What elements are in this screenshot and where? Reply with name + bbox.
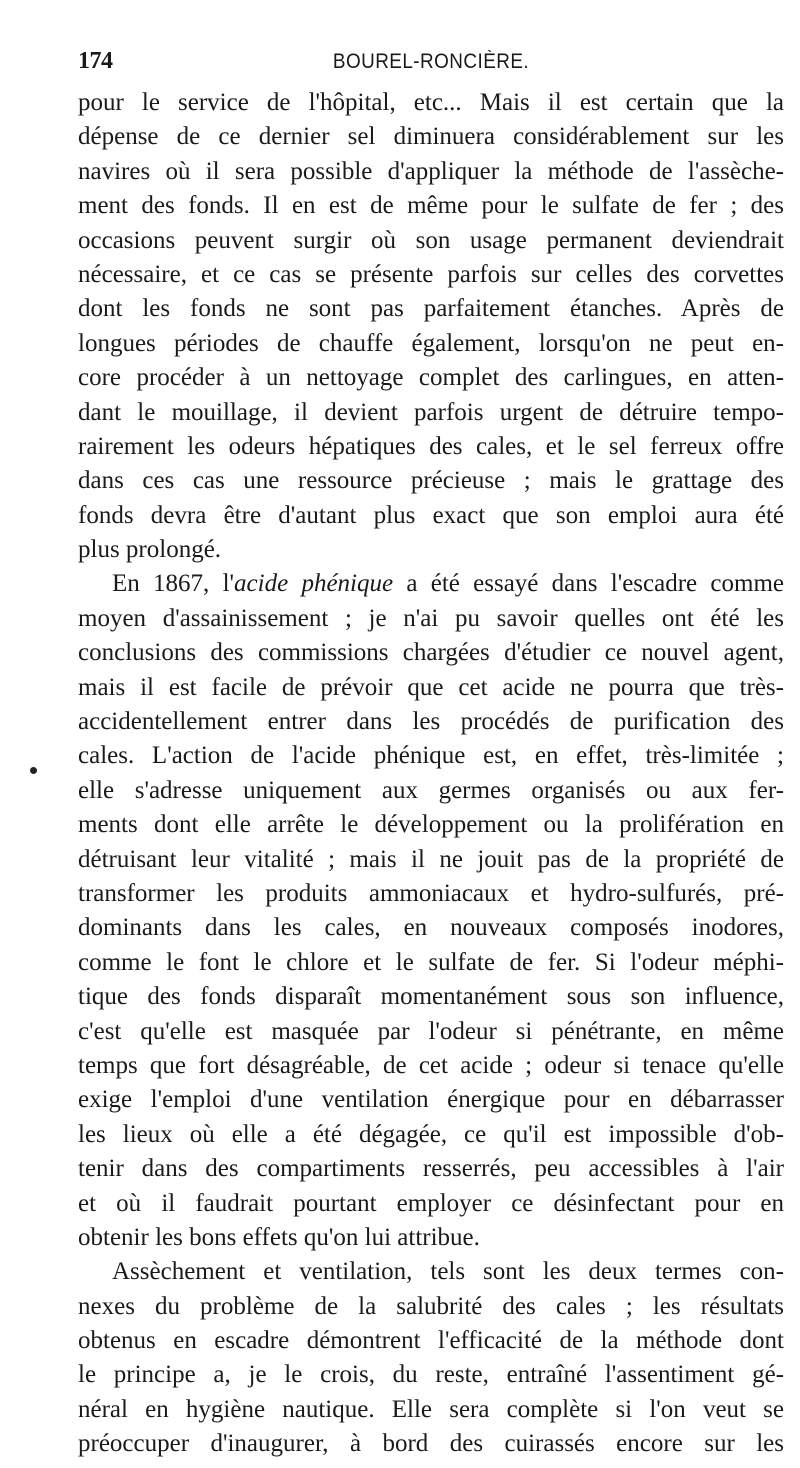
text-line: occasions peuvent surgir où son usage permanent deviendrait bbox=[78, 226, 784, 254]
page-number: 174 bbox=[78, 48, 113, 74]
text-line: ment des fonds. Il en est de même pour le sulfate de fer ; des bbox=[78, 192, 784, 220]
text-line: fonds devra être d'autant plus exact que son emploi aura été bbox=[78, 501, 784, 529]
text-line: temps que fort désagréable, de cet acide ; odeur si tenace qu'elle bbox=[78, 1051, 784, 1079]
text-line: dominants dans les cales, en nouveaux composés inodores, bbox=[78, 914, 784, 942]
text-line: comme le font le chlore et le sulfate de fer. Si l'odeur méphi- bbox=[78, 948, 784, 976]
italic-term: acide phénique bbox=[234, 570, 394, 598]
text-line: pour le service de l'hôpital, etc... Mais il est certain que la bbox=[78, 89, 784, 116]
text-line: rairement les odeurs hépatiques des cales, et le sel ferreux offre bbox=[78, 432, 784, 460]
text-line: préoccuper d'inaugurer, à bord des cuirassés encore sur les bbox=[78, 1430, 784, 1458]
text-line: tenir dans des compartiments resserrés, peu accessibles à l'air bbox=[78, 1155, 784, 1183]
body-text bbox=[78, 86, 784, 1462]
text-line: cales. L'action de l'acide phénique est, en effet, très-limitée ; bbox=[78, 742, 784, 770]
text-line: et où il faudrait pourtant employer ce désinfectant pour en bbox=[78, 1189, 784, 1217]
text-line: nécessaire, et ce cas se présente parfois sur celles des corvettes bbox=[78, 260, 784, 288]
text-line: Assèchement et ventilation, tels sont les deux termes con- bbox=[112, 1258, 784, 1286]
text-line: navires où il sera possible d'appliquer la méthode de l'assèche- bbox=[78, 157, 784, 185]
text-line: exige l'emploi d'une ventilation énergique pour en débarrasser bbox=[78, 1086, 784, 1114]
text-line: le principe a, je le crois, du reste, entraîné l'assentiment gé- bbox=[78, 1361, 784, 1389]
text-line: détruisant leur vitalité ; mais il ne jouit pas de la propriété de bbox=[78, 845, 784, 873]
text-line: plus prolongé. bbox=[78, 536, 222, 564]
text-line: obtenus en escadre démontrent l'efficacité de la méthode dont bbox=[78, 1327, 784, 1355]
text-line: longues périodes de chauffe également, lorsqu'on ne peut en- bbox=[78, 329, 784, 357]
page-header bbox=[78, 48, 784, 78]
text-line: accidentellement entrer dans les procédés de purification des bbox=[78, 708, 784, 736]
text-line: conclusions des commissions chargées d'étudier ce nouvel agent, bbox=[78, 639, 784, 667]
text-line: elle s'adresse uniquement aux germes organisés ou aux fer- bbox=[78, 776, 784, 804]
text-line: moyen d'assainissement ; je n'ai pu savoir quelles ont été les bbox=[78, 604, 784, 632]
text-line-italic bbox=[78, 567, 784, 601]
text-line: dont les fonds ne sont pas parfaitement étanches. Après de bbox=[78, 295, 784, 323]
line-prefix: En 1867, l' bbox=[112, 570, 235, 598]
text-line: obtenir les bons effets qu'on lui attribue. bbox=[78, 1223, 480, 1251]
text-line: les lieux où elle a été dégagée, ce qu'il est impossible d'ob- bbox=[78, 1120, 784, 1148]
text-line: dant le mouillage, il devient parfois urgent de détruire tempo- bbox=[78, 398, 784, 426]
text-line: nexes du problème de la salubrité des cales ; les résultats bbox=[78, 1292, 784, 1320]
text-line: dépense de ce dernier sel diminuera considérablement sur les bbox=[78, 123, 784, 151]
margin-mark bbox=[30, 767, 37, 774]
text-line: c'est qu'elle est masquée par l'odeur si pénétrante, en même bbox=[78, 1017, 784, 1045]
text-line: mais il est facile de prévoir que cet acide ne pourra que très- bbox=[78, 673, 784, 701]
running-head: BOUREL-RONCIÈRE. bbox=[332, 50, 530, 73]
text-line: ments dont elle arrête le développement ou la prolifération en bbox=[78, 811, 784, 839]
text-line: tique des fonds disparaît momentanément sous son influence, bbox=[78, 983, 784, 1011]
text-line: core procéder à un nettoyage complet des carlingues, en atten- bbox=[78, 364, 784, 392]
text-line: néral en hygiène nautique. Elle sera complète si l'on veut se bbox=[78, 1395, 784, 1423]
line-suffix: a été essayé dans l'escadre comme bbox=[393, 570, 785, 598]
text-line: transformer les produits ammoniacaux et hydro-sulfurés, pré- bbox=[78, 879, 784, 907]
text-line: dans ces cas une ressource précieuse ; mais le grattage des bbox=[78, 467, 784, 495]
